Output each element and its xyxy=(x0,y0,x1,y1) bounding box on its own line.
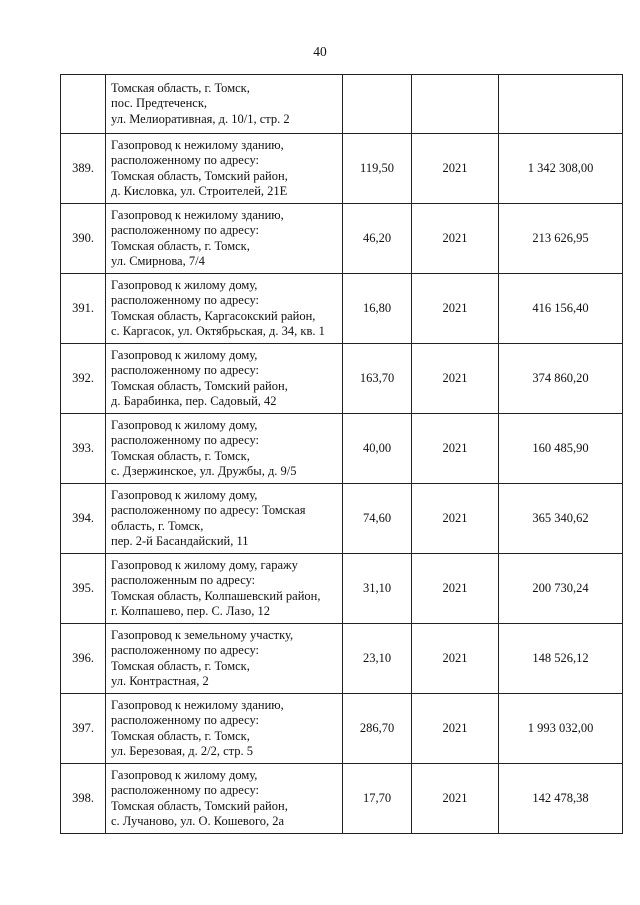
year-cell: 2021 xyxy=(412,764,499,834)
object-name-line: пер. 2-й Басандайский, 11 xyxy=(111,533,249,548)
object-name-line: расположенному по адресу: xyxy=(111,433,260,448)
object-name-line: Газопровод к жилому дому, xyxy=(111,418,258,433)
cost-cell: 148 526,12 xyxy=(499,624,623,694)
row-number-cell xyxy=(61,75,106,134)
table-row xyxy=(61,414,623,484)
length-cell: 40,00 xyxy=(343,414,412,484)
object-name-line: Газопровод к нежилому зданию, xyxy=(111,698,284,713)
object-name-line: расположенному по адресу: Томская xyxy=(111,503,306,518)
table-row xyxy=(61,134,623,204)
year-cell: 2021 xyxy=(412,694,499,764)
cost-cell: 374 860,20 xyxy=(499,344,623,414)
cost-cell: 200 730,24 xyxy=(499,554,623,624)
length-cell: 23,10 xyxy=(343,624,412,694)
cost-cell: 365 340,62 xyxy=(499,484,623,554)
length-cell: 163,70 xyxy=(343,344,412,414)
cost-cell: 213 626,95 xyxy=(499,204,623,274)
object-name-line: г. Колпашево, пер. С. Лазо, 12 xyxy=(111,603,270,618)
length-cell: 74,60 xyxy=(343,484,412,554)
object-name-line: расположенному по адресу: xyxy=(111,293,260,308)
length-cell: 286,70 xyxy=(343,694,412,764)
cost-cell: 1 993 032,00 xyxy=(499,694,623,764)
object-name-cell xyxy=(106,204,343,274)
object-name-line: расположенному по адресу: xyxy=(111,713,260,728)
year-cell xyxy=(412,75,499,134)
object-name-line: пос. Предтеченск, xyxy=(111,96,208,111)
cost-cell: 142 478,38 xyxy=(499,764,623,834)
year-cell: 2021 xyxy=(412,204,499,274)
row-number-cell: 393. xyxy=(61,414,106,484)
table-row xyxy=(61,274,623,344)
object-name-line: Томская область, г. Томск, xyxy=(111,658,250,673)
year-cell: 2021 xyxy=(412,344,499,414)
object-name-line: ул. Контрастная, 2 xyxy=(111,673,209,688)
object-name-line: д. Барабинка, пер. Садовый, 42 xyxy=(111,393,277,408)
object-name-cell xyxy=(106,624,343,694)
row-number-cell: 391. xyxy=(61,274,106,344)
cost-cell xyxy=(499,75,623,134)
object-name-line: с. Дзержинское, ул. Дружбы, д. 9/5 xyxy=(111,463,297,478)
length-cell: 16,80 xyxy=(343,274,412,344)
table-row xyxy=(61,764,623,834)
object-name-line: Томская область, г. Томск, xyxy=(111,728,250,743)
object-name-line: Томская область, г. Томск, xyxy=(111,448,250,463)
object-name-cell xyxy=(106,414,343,484)
object-name-line: расположенному по адресу: xyxy=(111,363,260,378)
object-name-line: Газопровод к жилому дому, гаражу xyxy=(111,558,298,573)
table-row xyxy=(61,484,623,554)
object-name-cell xyxy=(106,484,343,554)
row-number-cell: 389. xyxy=(61,134,106,204)
object-name-line: Газопровод к земельному участку, xyxy=(111,628,294,643)
object-name-line: расположенному по адресу: xyxy=(111,153,260,168)
year-cell: 2021 xyxy=(412,274,499,344)
table-row xyxy=(61,204,623,274)
object-name-cell xyxy=(106,274,343,344)
object-name-line: Томская область, Каргасокский район, xyxy=(111,308,316,323)
table-row xyxy=(61,75,623,134)
table-row xyxy=(61,624,623,694)
object-name-line: Томская область, г. Томск, xyxy=(111,81,250,96)
cost-cell: 160 485,90 xyxy=(499,414,623,484)
object-name-line: расположенному по адресу: xyxy=(111,783,260,798)
object-name-line: Газопровод к нежилому зданию, xyxy=(111,208,284,223)
object-name-cell xyxy=(106,764,343,834)
row-number-cell: 396. xyxy=(61,624,106,694)
object-name-cell xyxy=(106,75,343,134)
year-cell: 2021 xyxy=(412,134,499,204)
row-number-cell: 390. xyxy=(61,204,106,274)
object-name-line: Газопровод к нежилому зданию, xyxy=(111,138,284,153)
length-cell xyxy=(343,75,412,134)
object-name-line: Томская область, Колпашевский район, xyxy=(111,588,321,603)
object-name-line: Томская область, Томский район, xyxy=(111,168,288,183)
object-name-line: Томская область, Томский район, xyxy=(111,798,288,813)
object-name-line: расположенному по адресу: xyxy=(111,223,260,238)
row-number-cell: 397. xyxy=(61,694,106,764)
object-name-line: ул. Смирнова, 7/4 xyxy=(111,253,205,268)
object-name-cell xyxy=(106,694,343,764)
object-name-line: Газопровод к жилому дому, xyxy=(111,768,258,783)
registry-table-body xyxy=(61,75,623,834)
row-number-cell: 392. xyxy=(61,344,106,414)
object-name-line: расположенным по адресу: xyxy=(111,573,256,588)
object-name-cell xyxy=(106,134,343,204)
row-number-cell: 395. xyxy=(61,554,106,624)
object-name-line: ул. Мелиоративная, д. 10/1, стр. 2 xyxy=(111,111,290,126)
year-cell: 2021 xyxy=(412,554,499,624)
object-name-line: ул. Березовая, д. 2/2, стр. 5 xyxy=(111,743,254,758)
row-number-cell: 398. xyxy=(61,764,106,834)
table-row xyxy=(61,694,623,764)
object-name-cell xyxy=(106,554,343,624)
length-cell: 119,50 xyxy=(343,134,412,204)
year-cell: 2021 xyxy=(412,624,499,694)
cost-cell: 1 342 308,00 xyxy=(499,134,623,204)
object-name-line: Газопровод к жилому дому, xyxy=(111,278,258,293)
cost-cell: 416 156,40 xyxy=(499,274,623,344)
object-name-line: расположенному по адресу: xyxy=(111,643,260,658)
object-name-line: Газопровод к жилому дому, xyxy=(111,348,258,363)
object-name-cell xyxy=(106,344,343,414)
object-name-line: Томская область, Томский район, xyxy=(111,378,288,393)
registry-table xyxy=(60,74,623,834)
object-name-line: с. Каргасок, ул. Октябрьская, д. 34, кв. 1 xyxy=(111,323,325,338)
length-cell: 17,70 xyxy=(343,764,412,834)
object-name-line: с. Лучаново, ул. О. Кошевого, 2а xyxy=(111,813,285,828)
object-name-line: д. Кисловка, ул. Строителей, 21Е xyxy=(111,183,288,198)
year-cell: 2021 xyxy=(412,414,499,484)
table-row xyxy=(61,344,623,414)
length-cell: 46,20 xyxy=(343,204,412,274)
year-cell: 2021 xyxy=(412,484,499,554)
object-name-line: область, г. Томск, xyxy=(111,518,204,533)
length-cell: 31,10 xyxy=(343,554,412,624)
row-number-cell: 394. xyxy=(61,484,106,554)
object-name-line: Томская область, г. Томск, xyxy=(111,238,250,253)
page-number: 40 xyxy=(313,44,327,59)
table-row xyxy=(61,554,623,624)
object-name-line: Газопровод к жилому дому, xyxy=(111,488,258,503)
